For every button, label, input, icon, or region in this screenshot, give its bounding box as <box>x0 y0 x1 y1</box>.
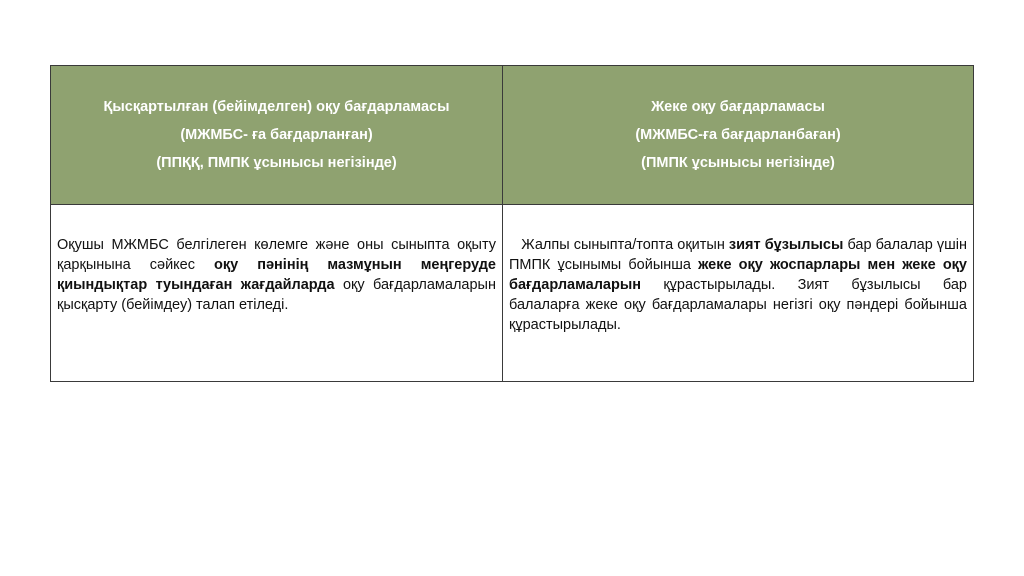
right-body-text-3: құрастырылады. Зият бұзылысы бар балаларға жеке оқу бағдарламалары негізгі оқу пәндері бойынша құрастырылады. <box>509 277 967 333</box>
left-body-bold-1: оқу пәнінің мазмұнын меңгеруде қиындықтар туындаған жағдайларда <box>57 257 496 293</box>
right-header-subtitle: (МЖМБС-ға бағдарланбаған) <box>635 127 841 143</box>
right-header-basis: (ПМПК ұсынысы негізінде) <box>641 155 835 171</box>
right-body-text-1: Жалпы сыныпта/топта оқитын <box>521 237 729 253</box>
right-header-title: Жеке оқу бағдарламасы <box>651 99 825 115</box>
left-header-title: Қысқартылған (бейімделген) оқу бағдарламасы <box>103 99 450 115</box>
left-header-subtitle: (МЖМБС- ға бағдарланған) <box>180 127 373 143</box>
comparison-table <box>50 65 974 382</box>
right-column-header <box>503 66 973 205</box>
left-column-header <box>51 66 503 205</box>
left-header-basis: (ППҚҚ, ПМПК ұсынысы негізінде) <box>156 155 397 171</box>
right-body-text-2: бар балалар үшін ПМПК ұсынымы бойынша <box>509 237 967 273</box>
right-body-bold-2: жеке оқу жоспарлары мен жеке оқу бағдарламаларын <box>509 257 967 293</box>
left-body-text-1: Оқушы МЖМБС белгілеген көлемге және оны сыныпта оқыту қарқынына сәйкес <box>57 237 496 273</box>
left-column-body <box>51 205 503 381</box>
left-body-text-2: оқу бағдарламаларын қысқарту (бейімдеу) талап етіледі. <box>57 277 496 313</box>
right-body-bold-1: зият бұзылысы <box>728 237 844 253</box>
right-column-body <box>503 205 973 381</box>
